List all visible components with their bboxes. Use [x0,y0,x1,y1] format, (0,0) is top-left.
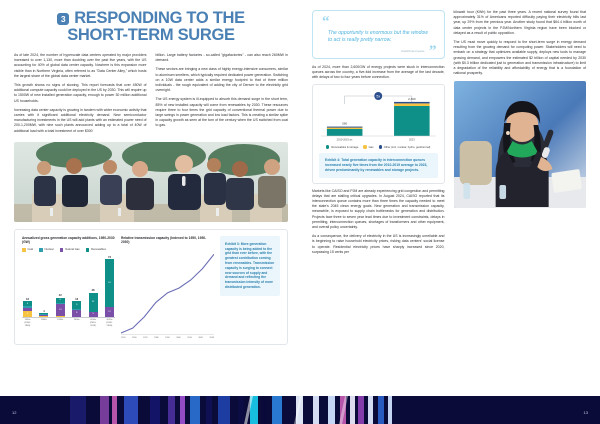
legend-item [326,145,358,148]
paragraph: Markets like CAISO and PJM are already experiencing grid congestion and permitting delays that are stalling critical upgrades. In August 2024, CAISO reported that its interconnection queue contains more than three times the capacity needed to meet the state's 2045 clean energy goals. New generation and transmission capacity, meanwhile, is exposed to supply chain bottlenecks for generation and distribution. Projects face three to seven year lead times due to investment constraints, delays in permitting, interconnection queues, shortages of transformers and other equipment, and overall policy uncertainty. [312,188,445,230]
panel-discussion-photo [14,142,288,222]
bar-group [23,256,32,317]
heading-line-1: RESPONDING TO THE [74,9,245,27]
right-page [300,0,600,424]
bar-total-label: 18 [75,297,79,301]
legend-dot-renewables-storage [326,145,329,148]
bar [39,313,48,316]
x-axis-label: 1960 [132,336,137,339]
left-column-1 [14,53,147,138]
paragraph: These sectors are bringing a new class of highly energy-intensive consumers, similar to aluminum smelters, which typically required dedicated power generation. Switching on a 10W data center adds a similar energy footprint to that of three million individuals - the rough equivalent of adding the city of Denver to the electricity grid overnight. [155,67,288,93]
left-column-2 [156,53,289,138]
svg-text:5x: 5x [376,95,381,100]
bar-group [39,256,48,317]
x-axis-label: 2010s (2010-2019) [89,319,97,327]
x-axis-label: 2020s (2020-2030) [106,319,113,327]
quote-open-icon: “ [322,14,330,30]
section-number-badge: 3 [57,13,69,25]
legend-dot-gas [363,145,366,148]
bar-segment: 9 [72,301,81,309]
x-axis-label: 2030 [209,336,214,339]
svg-text:2023: 2023 [408,138,415,142]
quote-attribution: Unattributed quote [400,48,425,53]
bar-total-label: 73 [107,255,111,259]
legend-dot-other [379,145,382,148]
bar-segment: 5 [89,312,98,316]
bar-segment: 14 [56,304,65,316]
bar-segment: 23 [89,293,98,313]
bar-segment: 61 [105,259,114,307]
portrait-photo-graphic [454,81,587,208]
bar-group [105,256,114,317]
bar-segment [56,303,65,304]
legend-swatch-natural-gas [60,248,64,252]
bar-total-label: 18 [26,297,29,301]
exhibit-4-chart-card [312,84,445,183]
quote-close-icon: ” [429,42,437,59]
x-axis-label: 2020 [198,336,203,339]
bar-segment [72,309,81,310]
bar-segment: 8 [72,310,81,317]
paragraph: The US energy system is ill-equipped to absorb this demand surge in the short term, 85% of new installed capacity will come from renewables by 2030. These resources require three to four times the grid capacity of conventional thermal power due to large swings in power generation and low load factors. This is creating a similar spike in capacity growth as seen at the turn of the century when the US switched from coal to gas. [155,97,288,128]
bar-segment [39,315,48,316]
line-chart-plot [121,248,214,336]
heading-line-2: SHORT-TERM SURGE [67,26,235,44]
paragraph: kilowatt hour (KWh) for the past three years. A recent national survey found that approximately 31% of Americans reported difficulty paying their electricity bills last year, up 29% from the previous year. Another study found that $64.4 billion worth of data center projects in the PJM/Northern Virginia region have been blocked or delayed as a result of public opposition. [453,10,586,35]
bar [105,259,114,317]
paragraph: Increasing data center capacity is growing in tandem with wider economic activity that carries with it significant additional electricity demand. New semiconductor manufacturing investments in the US will add plants with an estimated power need of 200-1,200MW, with nine such plants announced adding up to a total of 40W of additional load with a total investment of over $300 [14,107,147,133]
exhibit-3-caption: Exhibit 3: More generation capacity is being added to the grid than ever before, with the greatest contribution coming from renewables. Transmission capacity is surging to connect new sources of supply and demand and reflecting the transmission intensity of more distributed generation. [220,236,280,296]
bar [23,301,32,316]
bar-segment [56,316,65,317]
page-number-left: 12 [12,410,17,415]
exhibit-4-caption: Exhibit 4: Total generation capacity in interconnection queues increased nearly five times from the 2010-2019 average to 2023, driven predominantly by renewables and storage projects. [319,153,438,178]
bar-total-label: 22 [58,294,62,298]
exhibit-3-chart-card [14,229,288,345]
legend-label: Nuclear [44,248,54,252]
x-axis-label: 1970 [143,336,148,339]
x-axis-label: 1950 [121,336,126,339]
line-chart-x-axis [121,336,214,339]
bar-segment [23,308,32,311]
x-axis-label: 1960s [40,319,47,322]
bar-segment [39,316,48,317]
footer-stripes-graphic [0,396,600,424]
bar-group [72,256,81,317]
legend-label: Other (incl. nuclear, hydro, geothermal) [383,145,431,149]
bar-total-label: 28 [91,289,95,293]
bar-segment: 6 [23,301,32,306]
line-chart-title: Relative transmission capacity (Indexed to 1950, 1950-2030) [121,235,207,245]
panel-photo-graphic [14,142,288,222]
speaker-portrait-photo [454,81,587,208]
legend-swatch-nuclear [39,248,43,252]
bar-segment: 6 [23,311,32,316]
legend-label: Renewables & storage [331,145,359,149]
bar-segment: 12 [105,307,114,316]
bar-segment [39,314,48,315]
svg-text:2,300: 2,300 [408,97,416,102]
bar-chart-x-axis [22,318,115,328]
bar-chart-legend [22,248,115,252]
paragraph: This growth shows no signs of slowing. This report forecasts that over 450W of additional compute capacity could be deployed in the US by 2030. This will require up to 1500W of new installed generation capacity, enough to power 30 million additional US households. [14,83,147,103]
paragraph: As of late 2024, the number of hyperscale data centers operated by major providers increased to over 1,130, more than doubling over the past five years, with the US accounting for 40% of global data center capacity. Nowhere is this expansion more visible than in Northern Virginia, often referred to as "Data Center Alley," which hosts the largest share of the global data center market. [14,53,147,78]
line-chart-svg [121,248,214,336]
x-axis-label: 1990 [165,336,170,339]
quote-text: The opportunity is enormous but the window to act is really pretty narrow. [328,30,428,44]
x-axis-label: 1990s [57,319,64,322]
legend-item [363,145,373,148]
bar-chart-plot [22,256,115,318]
bar-chart [22,236,115,339]
bar-total-label: 4 [43,309,45,313]
footer-band [0,396,600,424]
bar [89,293,98,317]
svg-text:2010-2019 av.: 2010-2019 av. [336,138,353,142]
x-axis-label: 2000s [73,319,80,322]
exhibit-4-svg [319,90,438,142]
pull-quote [312,10,445,59]
paragraph: As a consequence, the delivery of electricity in the US is increasingly unreliable and is beginning to raise household electricity prices, risking data centers' social license to operate. Residential electricity prices have sharply increased since 2020, surpassing 15 cents per [312,234,445,254]
paragraph: billion. Large battery factories - so-called "gigafactories" - can also reach 260MW in demand. [155,53,288,63]
right-column-2 [454,10,587,259]
bar-segment [23,306,32,308]
bar-group [89,256,98,317]
paragraph: As of 2024, more than 2,600GW of energy projects were stuck in interconnection queues across the country, a five-fold increase from the average of the last decade, with delays of two to four years before connection. [312,64,445,80]
legend-item [86,248,106,252]
paragraph: The US must move quickly to respond to the short-term surge in energy demand resulting from the growing demand for computing power. Stakeholders will need to embark on a strategy that optimizes available supply, deploys new tools to manage growing demand, and empowers the estimated $2 trillion of capital needed by 2030 (with $0.3 trillion dedicated just to generation and transmission infrastructure) to limit a degradation of the reliability and affordability of energy that is a foundation of national prosperity. [453,40,586,76]
legend-swatch-coal [22,248,26,252]
legend-label: Gas [368,145,374,149]
bar-segment: 6 [56,298,65,303]
exhibit-4-plot [319,90,438,142]
x-axis-label: 1950s (1950-1960) [24,319,31,327]
exhibit-3-caption-wrap [220,236,280,339]
right-column-1 [312,10,445,259]
left-body-columns [14,53,288,138]
bar-chart-title: Annualized gross generation capacity additions, 1950-2030 (GW) [22,235,115,245]
legend-label: Coal [27,248,34,252]
x-axis-label: 2010 [187,336,192,339]
legend-item [379,145,431,148]
bar-group [56,256,65,317]
page-title [14,10,288,44]
legend-item [22,248,33,252]
legend-item [60,248,80,252]
svg-text:560: 560 [342,122,348,127]
legend-label: Natural Gas [65,248,80,252]
legend-label: Renewables [91,248,106,252]
bar [56,298,65,317]
right-body-columns [312,10,586,259]
x-axis-label: 1980 [154,336,159,339]
line-chart [121,236,214,339]
exhibit-4-legend [319,145,438,148]
legend-item [39,248,54,252]
legend-swatch-renewables [86,248,90,252]
bar-segment [39,313,48,314]
bar [72,301,81,316]
page-number-right: 13 [583,410,588,415]
x-axis-label: 2000 [176,336,181,339]
